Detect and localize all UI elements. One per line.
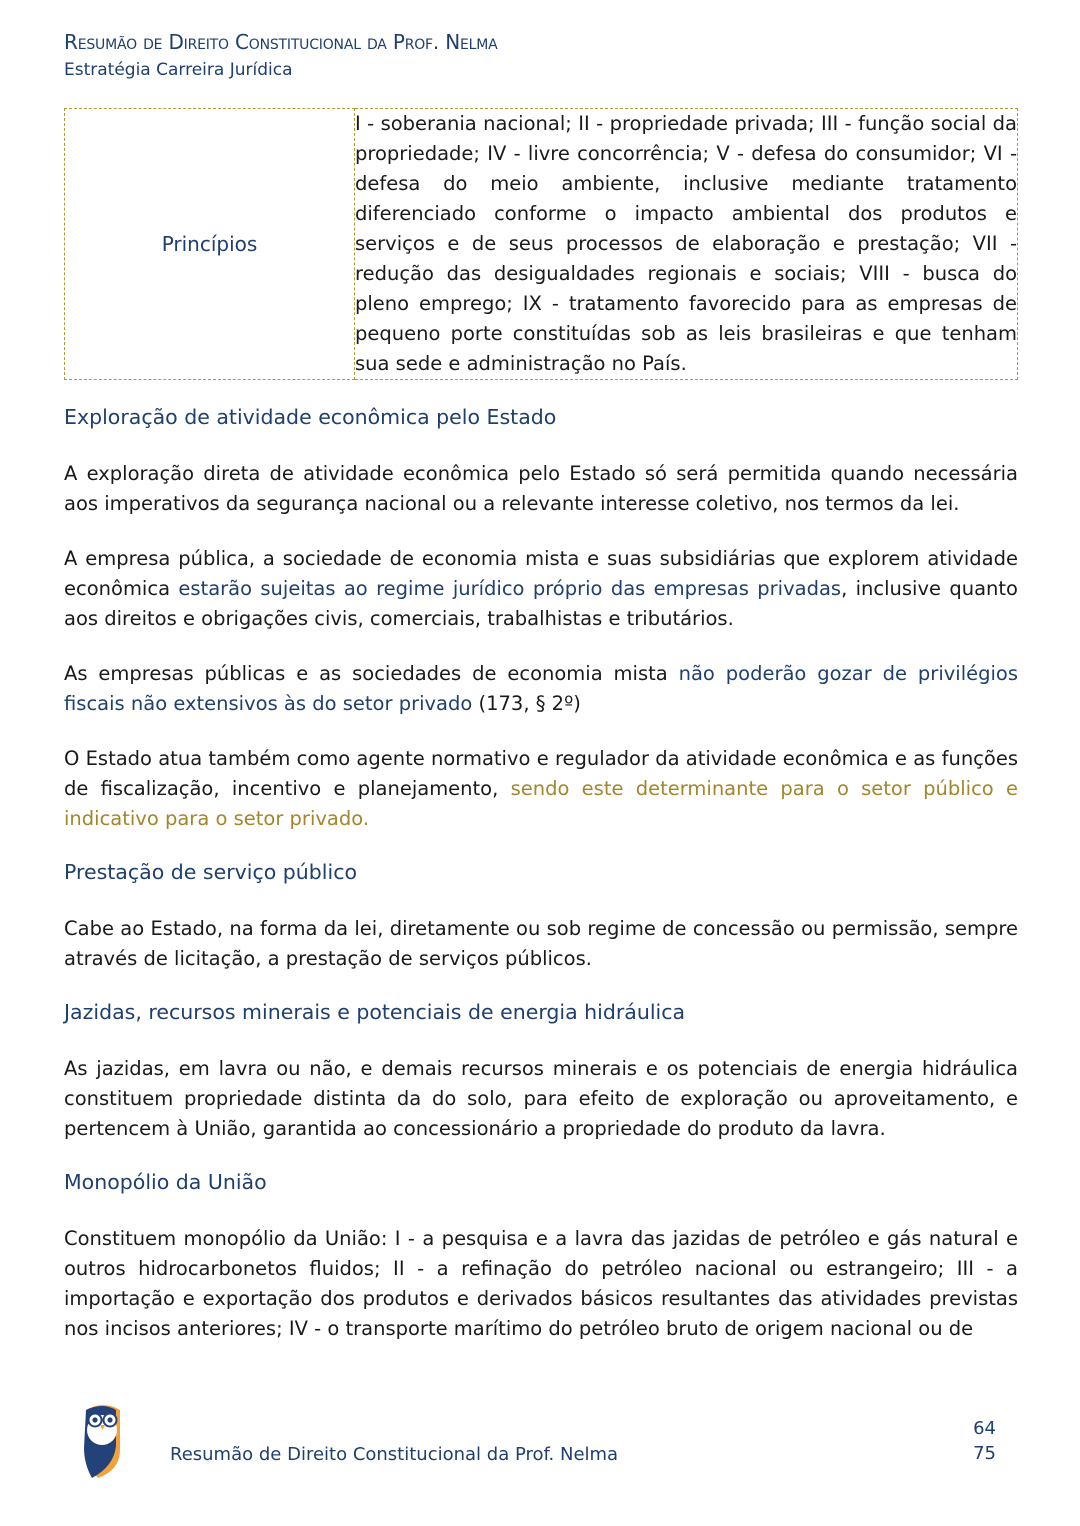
text-segment: As empresas públicas e as sociedades de economia mista <box>64 662 679 685</box>
emphasis-text: estarão sujeitas ao regime jurídico próprio das empresas privadas <box>178 577 842 600</box>
paragraph-exploracao-2 <box>64 544 1018 634</box>
paragraph-jazidas-1: As jazidas, em lavra ou não, e demais recursos minerais e os potenciais de energia hidráulica constituem propriedade distinta da do solo, para efeito de exploração ou aproveitamento, e pertencem à União, garantida ao concessionário a propriedade do produto da lavra. <box>64 1057 1018 1140</box>
section-heading-exploracao: Exploração de atividade econômica pelo Estado <box>64 405 557 429</box>
header-title: Resumão de Direito Constitucional da Prof. Nelma <box>64 30 498 54</box>
owl-logo-icon <box>80 1398 126 1480</box>
section-heading-jazidas: Jazidas, recursos minerais e potenciais de energia hidráulica <box>64 1000 686 1024</box>
emphasis-text: sendo este determinante para o setor público e indicativo para o setor privado. <box>64 777 1018 830</box>
paragraph-monopolio-1: Constituem monopólio da União: I - a pesquisa e a lavra das jazidas de petróleo e gás natural e outros hidrocarbonetos fluidos; II - a refinação do petróleo nacional ou estrangeiro; III - a importação e exportação dos produtos e derivados básicos resultantes das atividades previstas nos incisos anteriores; IV - o transporte marítimo do petróleo bruto de origem nacional ou de <box>64 1227 1018 1340</box>
principles-text: I - soberania nacional; II - propriedade privada; III - função social da propriedade; IV - livre concorrência; V - defesa do consumidor; VI - defesa do meio ambiente, inclusive mediante tratamento diferenciado conforme o impacto ambiental dos produtos e serviços e de seus processos de elaboração e prestação; VII - redução das desigualdades regionais e sociais; VIII - busca do pleno emprego; IX - tratamento favorecido para as empresas de pequeno porte constituídas sob as leis brasileiras e que tenham sua sede e administração no País. <box>355 109 1018 380</box>
text-segment: , inclusive quanto aos direitos e obrigações civis, comerciais, trabalhistas e tributários. <box>64 577 1018 630</box>
emphasis-text: não poderão gozar de privilégios fiscais não extensivos às do setor privado <box>64 662 1018 715</box>
section-heading-monopolio: Monopólio da União <box>64 1170 267 1194</box>
paragraph-exploracao-3 <box>64 659 1018 719</box>
paragraph-servico-1: Cabe ao Estado, na forma da lei, diretamente ou sob regime de concessão ou permissão, sempre através de licitação, a prestação de serviços públicos. <box>64 917 1018 970</box>
text-segment: O Estado atua também como agente normativo e regulador da atividade econômica e as funções de fiscalização, incentivo e planejamento, <box>64 747 1018 800</box>
footer-text: Resumão de Direito Constitucional da Prof. Nelma <box>170 1444 619 1465</box>
table-row <box>65 109 1018 380</box>
paragraph-exploracao-1: A exploração direta de atividade econômica pelo Estado só será permitida quando necessária aos imperativos da segurança nacional ou a relevante interesse coletivo, nos termos da lei. <box>64 462 1018 515</box>
text-segment: A empresa pública, a sociedade de economia mista e suas subsidiárias que explorem atividade econômica <box>64 547 1018 600</box>
page-number-current: 64 <box>973 1418 996 1439</box>
header-subtitle: Estratégia Carreira Jurídica <box>64 60 293 80</box>
page-number-total: 75 <box>973 1443 996 1464</box>
principles-label: Princípios <box>65 109 355 380</box>
principles-table <box>64 108 1018 380</box>
section-heading-servico: Prestação de serviço público <box>64 860 358 884</box>
text-segment: (173, § 2º) <box>472 692 581 715</box>
paragraph-exploracao-4 <box>64 744 1018 834</box>
